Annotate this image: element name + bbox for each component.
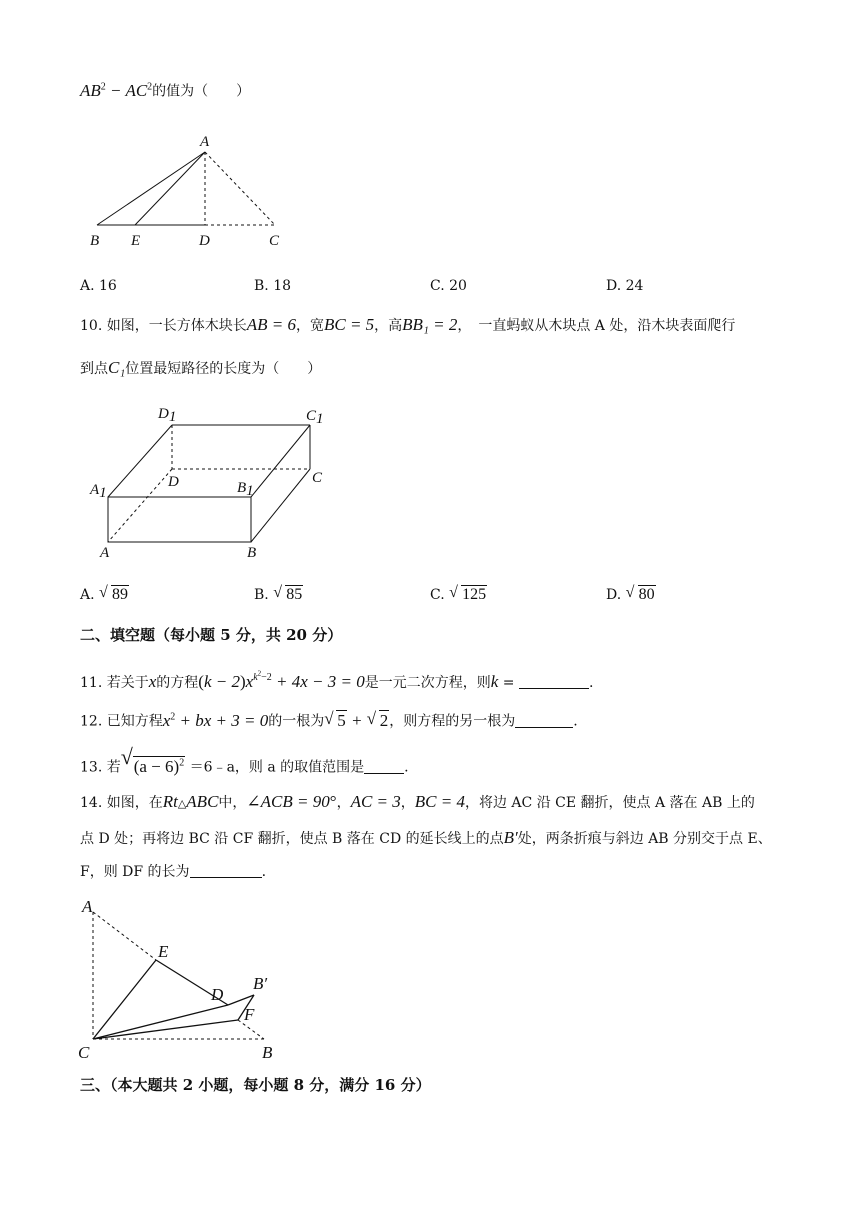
label-e: E	[158, 942, 169, 961]
edge-c1-b1	[251, 425, 310, 497]
sqrt-125: √ 125	[449, 584, 487, 603]
q10-eq-bc: BC = 5	[323, 315, 375, 334]
q14-triangle-name: Rt△ABC	[162, 792, 219, 811]
label-d: D	[199, 233, 210, 249]
sqrt-85: √ 85	[273, 584, 303, 603]
q14-point-bprime: B′	[503, 828, 518, 847]
label-d: D	[211, 985, 224, 1004]
q10-point-c1: C₁	[108, 358, 126, 377]
segment-ab	[97, 152, 205, 225]
q11-equation: $(k - 2)x^{k^2-2} + 4x - 3 = 0$	[198, 670, 365, 691]
label-d: D	[168, 474, 179, 490]
q14-fold-figure	[76, 892, 298, 1064]
label-b: B	[90, 233, 100, 249]
hidden-edge-d-a	[108, 469, 172, 542]
section2-heading: 二、填空题（每小题 5 分，共 20 分）	[80, 626, 343, 644]
label-c: C	[269, 233, 280, 249]
q14-line1: 14. 如图，在Rt△ABC中，∠ACB = 90°，AC = 3，BC = 4，将边 AC 沿 CE 翻折，使点 A 落在 AB 上的	[80, 792, 755, 811]
q14-line2: 点 D 处；再将边 BC 沿 CF 翻折，使点 B 落在 CD 的延长线上的点B′处，两条折痕与斜边 AB 分别交于点 E、	[80, 828, 772, 847]
segment-ae	[135, 152, 205, 225]
q10-line2: 到点C₁位置最短路径的长度为（ ）	[80, 358, 322, 377]
label-c: C	[312, 470, 323, 486]
q10-line1: 10. 如图，一长方体木块长AB = 6，宽BC = 5，高BB₁ = 2， 一直蚂蚁从木块点 A 处，沿木块表面爬行	[80, 315, 736, 334]
q9-expression: $AB^2 - AC^2$	[80, 80, 153, 100]
label-b: B	[262, 1043, 273, 1062]
q10-option-d[interactable]: D. √ 80	[606, 584, 655, 603]
q14-ac: AC = 3	[350, 792, 401, 811]
q10-option-b[interactable]: B. √ 85	[254, 584, 303, 603]
label-a: A	[200, 134, 210, 150]
q9-option-a[interactable]: A. 16	[80, 278, 117, 294]
edge-c-b	[251, 469, 310, 542]
segment-ac-dashed	[205, 152, 275, 225]
q14-line3: F，则 DF 的长为 .	[80, 864, 267, 880]
q9-option-d[interactable]: D. 24	[606, 278, 644, 294]
q9-stem	[80, 77, 250, 102]
q9-triangle-figure	[80, 128, 300, 250]
q14-angle: ∠ACB = 90°	[246, 792, 337, 811]
label-a: A	[82, 897, 93, 916]
segment-cd	[93, 1005, 228, 1039]
q11-line: 11. 若关于x的方程$(k - 2)x^{k^2-2} + 4x - 3 = 0$是一元二次方程，则k = .	[80, 670, 594, 691]
q10-cuboid-figure	[86, 400, 336, 562]
segment-cf	[93, 1020, 238, 1039]
label-a: A	[100, 545, 110, 561]
q9-option-c[interactable]: C. 20	[430, 278, 467, 294]
label-d1: D1	[158, 406, 177, 425]
label-bprime: B′	[253, 974, 268, 993]
q10-option-c[interactable]: C. √ 125	[430, 584, 487, 603]
q9-stem-text: 的值为（ ）	[152, 83, 251, 100]
edge-a1-d1	[108, 425, 172, 497]
label-c1: C1	[306, 408, 324, 427]
q9-option-b[interactable]: B. 18	[254, 278, 292, 294]
segment-ce	[93, 960, 156, 1039]
q13-line: 13. 若 √ $(a - 6)^2$ ＝6﹣a，则 a 的取值范围是 .	[80, 744, 409, 776]
front-face	[108, 497, 251, 542]
label-e: E	[131, 233, 141, 249]
q13-radical: √ $(a - 6)^2$	[120, 744, 185, 776]
label-f: F	[244, 1005, 255, 1024]
q10-option-a[interactable]: A. √ 89	[80, 584, 129, 603]
q10-eq-ab: AB = 6	[246, 315, 296, 334]
sqrt-89: √ 89	[99, 584, 129, 603]
sqrt-80: √ 80	[625, 584, 655, 603]
q11-answer-blank[interactable]	[519, 674, 589, 689]
section3-heading: 三、（本大题共 2 小题，每小题 8 分，满分 16 分）	[80, 1076, 431, 1094]
q12-answer-blank[interactable]	[515, 713, 573, 728]
q12-line: 12. 已知方程$x^2$ + bx + 3 = 0的一根为 √ 5 + √ 2，则方程的另一根为 .	[80, 708, 578, 730]
q12-equation: $x^2$ + bx + 3 = 0	[162, 710, 269, 730]
segment-ae-dashed	[93, 912, 156, 960]
label-a1: A1	[90, 482, 107, 501]
q12-root: √ 5 + √ 2	[324, 708, 389, 730]
label-c: C	[78, 1043, 90, 1062]
q10-eq-bb1: BB₁ = 2	[402, 315, 458, 334]
q13-answer-blank[interactable]	[364, 759, 404, 774]
q14-answer-blank[interactable]	[190, 863, 262, 878]
label-b1: B1	[237, 480, 254, 499]
q14-bc: BC = 4	[414, 792, 465, 811]
label-b: B	[247, 545, 257, 561]
